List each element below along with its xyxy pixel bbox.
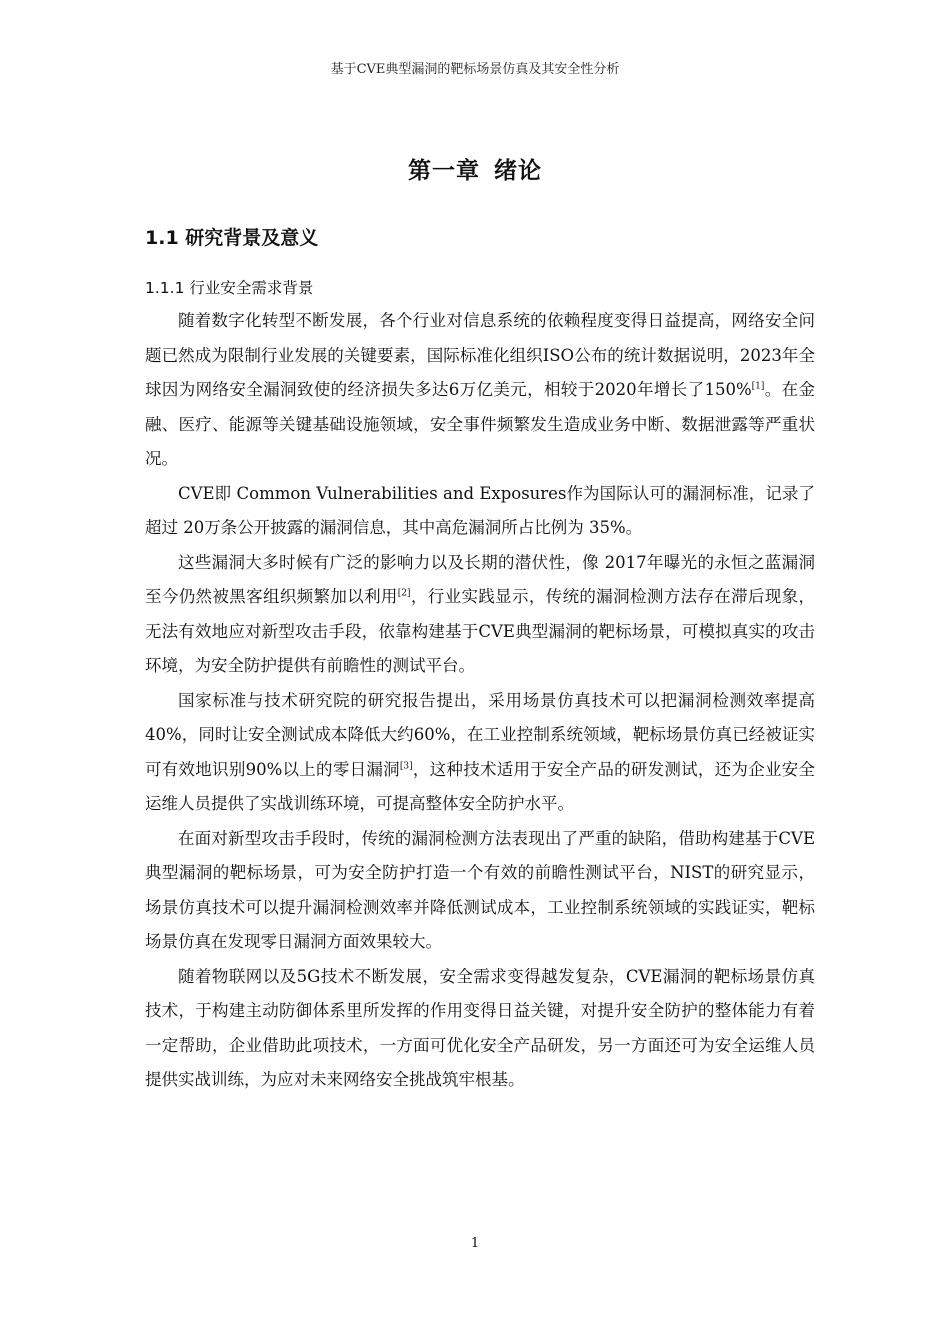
citation-ref-1: [1] (751, 381, 765, 392)
paragraph-text: 这些漏洞大多时候有广泛的影响力以及长期的潜伏性，像 2017年曝光的永恒之蓝漏洞至今仍然被黑客组织频繁加以利用 (145, 552, 815, 606)
paragraph-4 (145, 684, 815, 822)
paragraph-text: ，这种技术适用于安全产品的研发测试，还为企业安全运维人员提供了实战训练环境，可提高整体安全防护水平。 (145, 759, 815, 813)
chapter-number: 第一章 (408, 158, 480, 184)
paragraph-text: 随着数字化转型不断发展，各个行业对信息系统的依赖程度变得日益提高，网络安全问题已然成为限制行业发展的关键要素，国际标准化组织ISO公布的统计数据说明，2023年全球因为网络安全漏洞致使的经济损失多达6万亿美元，相较于2020年增长了150% (145, 311, 815, 399)
paragraph-text: 国家标准与技术研究院的研究报告提出，采用场景仿真技术可以把漏洞检测效率提高40%，同时让安全测试成本降低大约60%，在工业控制系统领域，靶标场景仿真已经被证实可有效地识别90%以上的零日漏洞 (145, 690, 815, 779)
section-heading: 1.1 研究背景及意义 (145, 227, 319, 249)
chapter-title (0, 152, 950, 185)
paragraph-text: 。在金融、医疗、能源等关键基础设施领域，安全事件频繁发生造成业务中断、数据泄露等严重状况。 (145, 380, 815, 468)
body-text (145, 304, 815, 1098)
paragraph-2: CVE即 Common Vulnerabilities and Exposures作为国际认可的漏洞标准，记录了超过 20万条公开披露的漏洞信息，其中高危漏洞所占比例为 35%。 (145, 483, 815, 537)
citation-ref-2: [2] (397, 588, 411, 599)
paragraph-1 (145, 304, 815, 477)
paragraph-3 (145, 546, 815, 684)
page-number: 1 (470, 1236, 480, 1251)
paragraph-text: ，行业实践显示，传统的漏洞检测方法存在滞后现象，无法有效地应对新型攻击手段，依靠构建基于CVE典型漏洞的靶标场景，可模拟真实的攻击环境，为安全防护提供有前瞻性的测试平台。 (145, 587, 816, 675)
subsection-heading: 1.1.1 行业安全需求背景 (145, 279, 314, 297)
paragraph-6: 随着物联网以及5G技术不断发展，安全需求变得越发复杂，CVE漏洞的靶标场景仿真技术，于构建主动防御体系里所发挥的作用变得日益关键，对提升安全防护的整体能力有着一定帮助，企业借助此项技术，一方面可优化安全产品研发，另一方面还可为安全运维人员提供实战训练，为应对未来网络安全挑战筑牢根基。 (145, 966, 815, 1089)
running-header: 基于CVE典型漏洞的靶标场景仿真及其安全性分析 (330, 62, 620, 77)
citation-ref-3: [3] (399, 761, 413, 771)
paragraph-5: 在面对新型攻击手段时，传统的漏洞检测方法表现出了严重的缺陷，借助构建基于CVE典型漏洞的靶标场景，可为安全防护打造一个有效的前瞻性测试平台，NIST的研究显示，场景仿真技术可以提升漏洞检测效率并降低测试成本，工业控制系统领域的实践证实，靶标场景仿真在发现零日漏洞方面效果较大。 (145, 828, 815, 951)
chapter-name: 绪论 (494, 158, 542, 184)
